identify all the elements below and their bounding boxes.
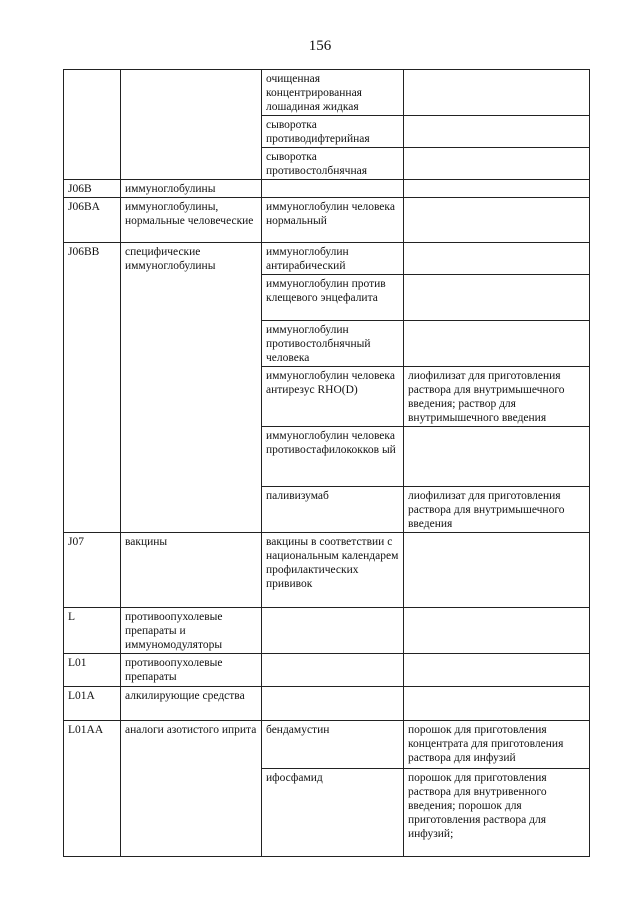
page-number: 156 [308, 38, 332, 54]
atc-code-cell: J07 [64, 533, 121, 608]
atc-code-cell: J06BB [64, 243, 121, 533]
group-cell: иммуноглобулины [121, 180, 262, 198]
group-cell: противоопухолевые препараты и иммуномодуляторы [121, 608, 262, 654]
dosage-form-cell [404, 148, 590, 180]
dosage-form-cell [404, 198, 590, 243]
table-row [64, 70, 590, 116]
dosage-form-cell: порошок для приготовления концентрата для приготовления раствора для инфузий [404, 721, 590, 769]
group-cell: иммуноглобулины, нормальные человеческие [121, 198, 262, 243]
drug-table [63, 69, 590, 857]
group-cell: алкилирующие средства [121, 687, 262, 721]
dosage-form-cell: порошок для приготовления раствора для внутривенного введения; порошок для приготовления раствора для инфузий; [404, 769, 590, 857]
table-row [64, 721, 590, 769]
atc-code-cell: L01AA [64, 721, 121, 857]
drug-name-cell: сыворотка противодифтерийная [262, 116, 404, 148]
group-cell: аналоги азотистого иприта [121, 721, 262, 857]
drug-name-cell: очищенная концентрированная лошадиная жидкая [262, 70, 404, 116]
drug-name-cell: паливизумаб [262, 487, 404, 533]
dosage-form-cell [404, 533, 590, 608]
dosage-form-cell [404, 321, 590, 367]
drug-name-cell: бендамустин [262, 721, 404, 769]
dosage-form-cell [404, 70, 590, 116]
atc-code-cell: L01 [64, 654, 121, 687]
group-cell: специфические иммуноглобулины [121, 243, 262, 533]
atc-code-cell: L [64, 608, 121, 654]
drug-name-cell: вакцины в соответствии с национальным календарем профилактических прививок [262, 533, 404, 608]
drug-name-cell [262, 687, 404, 721]
atc-code-cell [64, 70, 121, 180]
drug-name-cell: иммуноглобулин человека нормальный [262, 198, 404, 243]
dosage-form-cell [404, 654, 590, 687]
table-row [64, 654, 590, 687]
drug-name-cell: сыворотка противостолбнячная [262, 148, 404, 180]
drug-name-cell [262, 180, 404, 198]
dosage-form-cell [404, 116, 590, 148]
atc-code-cell: J06BA [64, 198, 121, 243]
atc-code-cell: L01A [64, 687, 121, 721]
dosage-form-cell [404, 243, 590, 275]
drug-name-cell [262, 608, 404, 654]
table-row [64, 687, 590, 721]
dosage-form-cell [404, 608, 590, 654]
drug-name-cell: ифосфамид [262, 769, 404, 857]
group-cell [121, 70, 262, 180]
drug-name-cell: иммуноглобулин противостолбнячный человека [262, 321, 404, 367]
table-row [64, 533, 590, 608]
drug-name-cell: иммуноглобулин антирабический [262, 243, 404, 275]
table-row [64, 198, 590, 243]
table-row [64, 608, 590, 654]
drug-name-cell: иммуноглобулин человека антирезус RHO(D) [262, 367, 404, 427]
atc-code-cell: J06B [64, 180, 121, 198]
dosage-form-cell: лиофилизат для приготовления раствора для внутримышечного введения [404, 487, 590, 533]
drug-name-cell: иммуноглобулин человека противостафилококков ый [262, 427, 404, 487]
group-cell: противоопухолевые препараты [121, 654, 262, 687]
dosage-form-cell: лиофилизат для приготовления раствора для внутримышечного введения; раствор для внутримышечного введения [404, 367, 590, 427]
drug-name-cell: иммуноглобулин против клещевого энцефалита [262, 275, 404, 321]
dosage-form-cell [404, 180, 590, 198]
dosage-form-cell [404, 427, 590, 487]
table-row [64, 180, 590, 198]
group-cell: вакцины [121, 533, 262, 608]
dosage-form-cell [404, 275, 590, 321]
dosage-form-cell [404, 687, 590, 721]
drug-name-cell [262, 654, 404, 687]
table-row [64, 243, 590, 275]
